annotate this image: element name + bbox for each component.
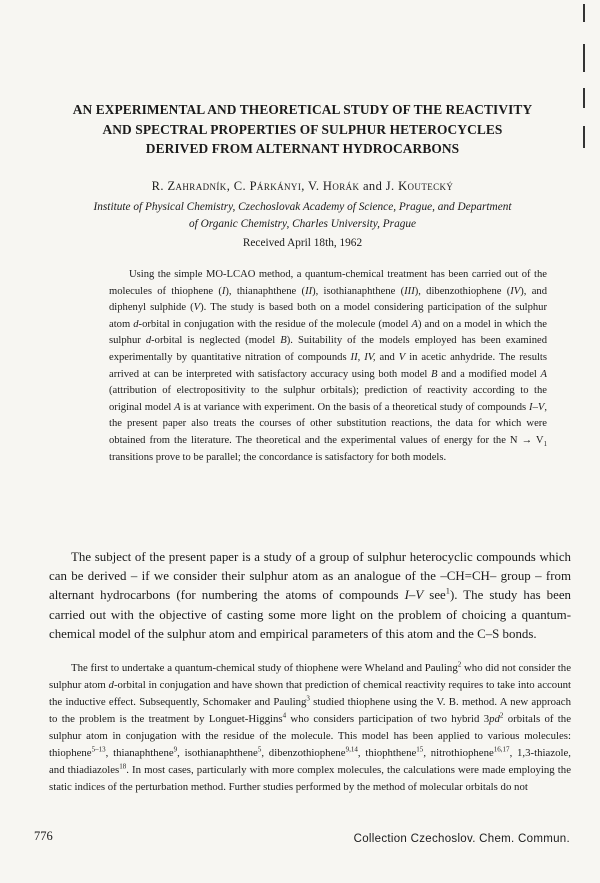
- text-run: , 1,3-thiazole, and thiadiazoles: [49, 747, 571, 776]
- citation-ref: 9: [173, 745, 178, 754]
- text-run: –: [532, 401, 538, 413]
- text-run: Using the simple MO-LCAO method, a quantum-chemical treatment has been carried out of the molecules of thiophene (: [109, 269, 547, 297]
- italic-run: V: [537, 401, 545, 413]
- text-run: in acetic anhydride. The results arrived at can be interpreted with satisfactory accuracy using both model: [109, 351, 547, 380]
- italic-run: I: [529, 401, 533, 413]
- author-separator: ,: [226, 179, 234, 193]
- italic-run: A: [411, 318, 418, 330]
- title-line: DERIVED FROM ALTERNANT HYDROCARBONS: [145, 141, 460, 156]
- text-run: ), isothianaphthene (: [312, 285, 405, 297]
- italic-run: A: [540, 368, 547, 380]
- text-run: studied thiophene using the V. B. method. A new approach to the problem is the treatment by Longuet-Higgins: [49, 696, 571, 725]
- citation-ref: 5: [257, 745, 262, 754]
- text-run: who considers participation of two hybrid 3: [286, 713, 490, 725]
- author: V. Horák: [308, 179, 360, 193]
- text-run: , thiophthene: [357, 747, 417, 759]
- citation-ref: 2: [457, 660, 462, 669]
- italic-run: pd: [489, 713, 500, 725]
- journal-name: Collection Czechoslov. Chem. Commun.: [353, 833, 570, 845]
- abstract: [109, 267, 547, 466]
- author-list: [20, 179, 585, 194]
- author-separator: and: [359, 179, 386, 193]
- italic-run: d: [133, 318, 139, 330]
- italic-run: V: [415, 588, 424, 603]
- article-title: [20, 100, 585, 159]
- intro-paragraph: [49, 548, 571, 644]
- text-run: ). Suitability of the models employed has been examined experimentally by quantitative nitration of compounds: [109, 335, 548, 363]
- citation-ref: 16,17: [493, 745, 510, 754]
- italic-run: I: [221, 285, 226, 297]
- text-run: ), dibenzothiophene (: [414, 285, 511, 297]
- author: J. Koutecký: [385, 179, 454, 193]
- text-run: , dibenzothiophene: [261, 747, 346, 759]
- italic-run: III: [404, 285, 415, 297]
- text-run: and a modified model: [437, 368, 541, 380]
- body-paragraph: [49, 660, 571, 796]
- text-run: (attribution of electropositivity to the sulphur orbitals); prediction of reactivity according to the original model: [109, 385, 547, 413]
- text-run: ) and on a model in which the sulphur: [109, 318, 548, 347]
- citation-ref: 15: [416, 745, 424, 754]
- text-run: ). The study is based both on a model considering participation of the sulphur atom: [109, 302, 547, 330]
- italic-run: d: [108, 679, 114, 691]
- italic-run: A: [174, 401, 181, 413]
- text-run: ), thianaphthene (: [225, 285, 306, 297]
- citation-ref: 1: [445, 587, 450, 597]
- italic-run: V: [193, 302, 201, 314]
- title-line: AND SPECTRAL PROPERTIES OF SULPHUR HETEROCYCLES: [102, 121, 503, 137]
- text-run: and: [375, 351, 399, 363]
- text-run: is at variance with experiment. On the basis of a theoretical study of compounds: [180, 401, 530, 413]
- citation-ref: 18: [119, 762, 127, 771]
- margin-rule: [583, 44, 585, 72]
- italic-run: II, IV,: [350, 351, 376, 363]
- text-run: see: [423, 588, 446, 603]
- text-run: who did not consider the sulphur atom: [49, 662, 571, 691]
- author-separator: ,: [301, 179, 309, 193]
- text-run: , isothianaphthene: [177, 747, 258, 759]
- text-run: The subject of the present paper is a study of a group of sulphur heterocyclic compounds which can be derived – if we consider their sulphur atom as an analogue of the –CH=CH– group – from alternant hydrocarbons (for numbering the atoms of compounds: [49, 550, 571, 603]
- page-number: 776: [34, 829, 53, 843]
- text-run: , nitrothiophene: [423, 747, 494, 759]
- text-run: ). The study has been carried out with the objective of casting some more light on the problem of choicing a quantum-chemical model of the sulphur atom and empirical parameters of this atom and the C–S bonds.: [49, 588, 571, 641]
- text-run: . In most cases, particularly with more complex molecules, the calculations were made employing the static indices of the perturbation method. Further studies performed by the method of molecular orbitals do not: [49, 764, 571, 793]
- text-run: , the present paper also treats the courses of other substitution reactions, the data for which were obtained from the literature. The theoretical and the experimental values of energy for the N → V: [109, 401, 547, 446]
- text-run: -orbital in conjugation with the residue of the molecule (model: [138, 318, 412, 330]
- text-run: 1: [543, 441, 547, 449]
- italic-run: I: [404, 588, 409, 603]
- italic-run: d: [145, 335, 152, 347]
- text-run: orbitals of the sulphur atom in conjugation with the residue of the molecule. This model has been applied to various molecules: thiophene: [49, 713, 571, 759]
- italic-run: V: [398, 351, 406, 363]
- affiliation-line: Institute of Physical Chemistry, Czechoslovak Academy of Science, Prague, and Department: [93, 201, 512, 213]
- italic-run: B: [280, 335, 287, 347]
- affiliation: [40, 199, 565, 233]
- text-run: –: [408, 588, 416, 603]
- text-run: The first to undertake a quantum-chemical study of thiophene were Wheland and Pauling: [71, 662, 458, 674]
- margin-rule: [583, 4, 585, 22]
- citation-ref: 9,14: [345, 745, 358, 754]
- citation-ref: 4: [282, 711, 287, 720]
- affiliation-line: of Organic Chemistry, Charles University, Prague: [188, 218, 417, 230]
- text-run: -orbital is neglected (model: [151, 335, 281, 347]
- text-run: , thianaphthene: [105, 747, 174, 759]
- citation-ref: 2: [499, 711, 504, 720]
- text-run: ), and diphenyl sulphide (: [109, 285, 548, 314]
- italic-run: B: [431, 368, 438, 380]
- citation-ref: 3: [306, 694, 310, 703]
- title-line: AN EXPERIMENTAL AND THEORETICAL STUDY OF THE REACTIVITY: [72, 102, 533, 117]
- author: R. Zahradník: [151, 179, 227, 193]
- text-run: -orbital in conjugation and have shown that prediction of chemical reactivity requires to take into account the inductive effect. Subsequently, Schomaker and Pauling: [49, 679, 572, 708]
- received-date: Received April 18th, 1962: [242, 237, 363, 249]
- citation-ref: 5–13: [91, 745, 106, 754]
- italic-run: IV: [510, 285, 521, 297]
- text-run: transitions prove to be parallel; the concordance is satisfactory for both models.: [109, 451, 447, 463]
- author: C. Párkányi: [233, 179, 302, 193]
- italic-run: II: [305, 285, 313, 297]
